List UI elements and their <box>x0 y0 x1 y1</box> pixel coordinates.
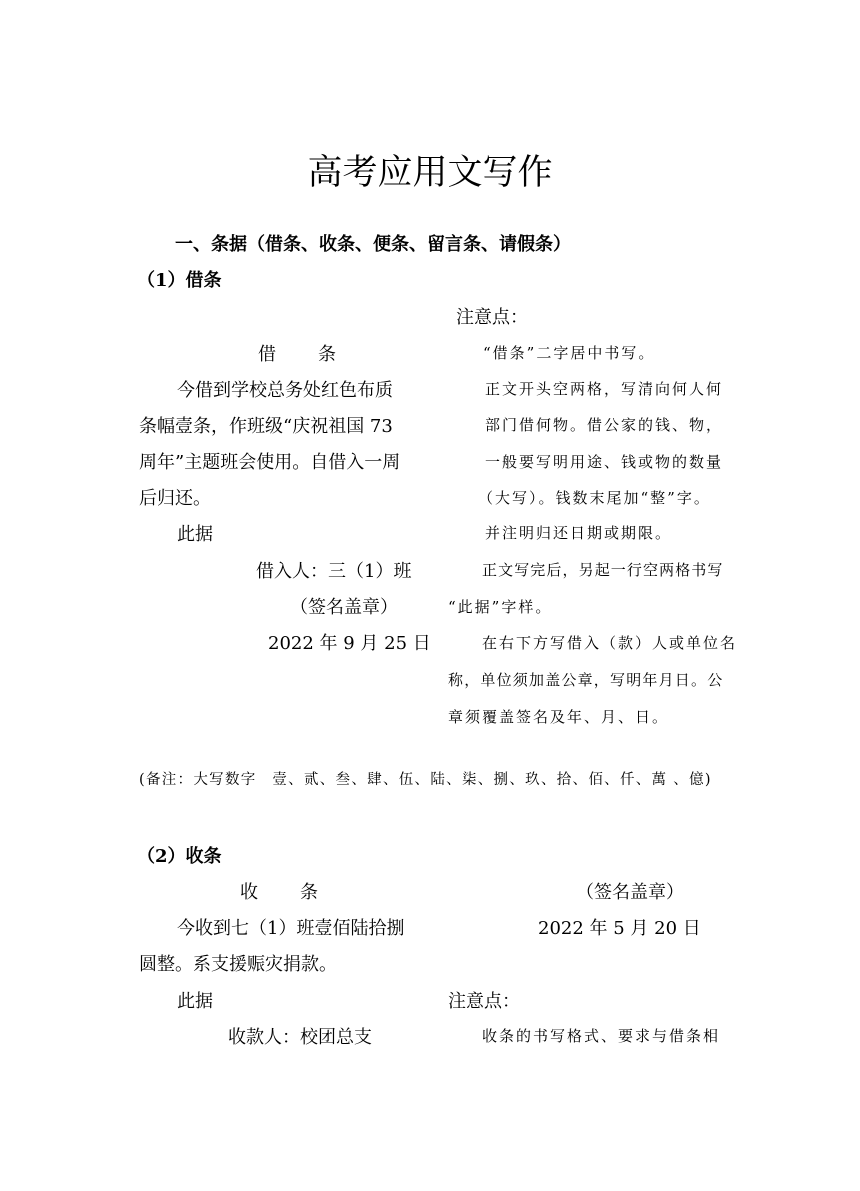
iou-title: 借 条 <box>258 344 338 365</box>
receipt-title: 收 条 <box>240 882 320 903</box>
iou-note-line: 称，单位须加盖公章，写明年月日。公 <box>448 671 724 689</box>
iou-note-line: 正文写完后，另起一行空两格书写 <box>482 561 724 579</box>
iou-body-line: 后归还。 <box>139 488 211 509</box>
iou-body-line: 周年”主题班会使用。自借入一周 <box>139 452 401 473</box>
subheading-receipt: （2）收条 <box>137 846 222 867</box>
subheading-iou: （1）借条 <box>137 270 222 291</box>
iou-date: 2022 年 9 月 25 日 <box>268 633 431 654</box>
iou-notes-heading: 注意点： <box>456 307 528 328</box>
remark-capital-numerals: (备注：大写数字 壹、贰、叁、肆、伍、陆、柒、捌、玖、拾、佰、仟、萬 、億) <box>139 772 712 788</box>
iou-note-line: 章须覆盖签名及年、月、日。 <box>448 708 670 726</box>
receipt-signature: （签名盖章） <box>576 882 684 903</box>
iou-borrower: 借入人：三（1）班 <box>256 561 412 582</box>
receipt-note-line: 收条的书写格式、要求与借条相 <box>482 1027 721 1045</box>
receipt-notes-heading: 注意点： <box>448 991 520 1012</box>
iou-body-line: 今借到学校总务处红色布质 <box>177 380 393 401</box>
iou-note-line: “借条”二字居中书写。 <box>483 344 656 362</box>
receipt-body-line: 圆整。系支援赈灾捐款。 <box>139 954 337 975</box>
iou-signature: （签名盖章） <box>290 597 398 618</box>
iou-note-line: 部门借何物。借公家的钱、物， <box>485 416 724 434</box>
receipt-date: 2022 年 5 月 20 日 <box>538 918 701 939</box>
iou-body-line: 条幅壹条，作班级“庆祝祖国 73 <box>139 416 393 437</box>
receipt-ci-ju: 此据 <box>177 991 213 1012</box>
iou-note-line: 并注明归还日期或期限。 <box>485 524 673 542</box>
iou-note-line: 在右下方写借入（款）人或单位名 <box>482 634 738 652</box>
receipt-body-line: 今收到七（1）班壹佰陆拾捌 <box>177 918 405 939</box>
iou-note-line: 正文开头空两格，写清向何人何 <box>485 380 724 398</box>
iou-note-line: “此据”字样。 <box>448 598 553 616</box>
iou-ci-ju: 此据 <box>177 524 213 545</box>
section-heading-notes: 一、条据（借条、收条、便条、留言条、请假条） <box>175 234 571 255</box>
receipt-receiver: 收款人：校团总支 <box>228 1027 372 1048</box>
iou-note-line: （大写）。钱数末尾加“整”字。 <box>478 489 711 507</box>
page-title: 高考应用文写作 <box>307 153 553 193</box>
iou-note-line: 一般要写明用途、钱或物的数量 <box>485 453 724 471</box>
